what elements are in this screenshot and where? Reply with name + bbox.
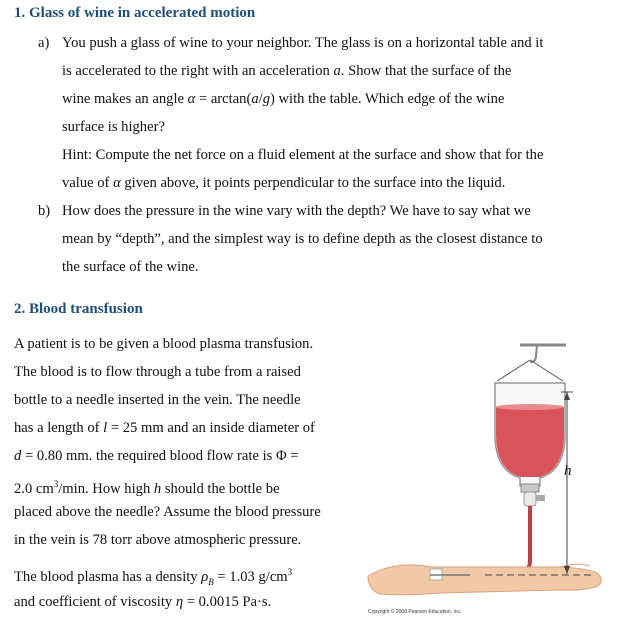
part-a-line-2: is accelerated to the right with an acceleration a. Show that the surface of the <box>62 63 512 79</box>
p2-line-9: The blood plasma has a density $\rho_B = 1.03$ $g/cm^3$ <box>14 567 293 587</box>
blood-in-bottle <box>496 407 564 477</box>
blood-surface <box>496 404 564 410</box>
p2-line-5: d = 0.80 mm. the required blood flow rate is Φ = <box>14 448 299 464</box>
p2-line-3: bottle to a needle inserted in the vein. The needle <box>14 392 301 408</box>
hanger-hook <box>530 345 537 362</box>
copyright-text: Copyright © 2008 Pearson Education, Inc. <box>368 609 462 615</box>
p2-line-10: and coefficient of viscosity η = 0.0015 Pa·s. <box>14 594 272 610</box>
part-b-line-1: How does the pressure in the wine vary with the depth? We have to say what we <box>62 203 531 219</box>
problem-2-title: 2. Blood transfusion <box>14 301 143 317</box>
transfusion-figure <box>355 338 632 629</box>
p2-line-4: has a length of l = 25 mm and an inside diameter of <box>14 420 315 436</box>
part-b-marker: b) <box>38 203 51 219</box>
tube <box>470 506 530 575</box>
string-right <box>530 360 563 381</box>
part-a-line-3: wine makes an angle α = arctan(a/g) with the table. Which edge of the wine <box>62 91 505 107</box>
part-a-line-4: surface is higher? <box>62 119 165 135</box>
p2-line-6: 2.0 $cm^3/\min$. How high h should the bottle be <box>14 479 280 497</box>
clamp <box>536 495 545 501</box>
height-label: h <box>564 463 572 479</box>
part-b-line-3: the surface of the wine. <box>62 259 199 275</box>
p2-line-1: A patient is to be given a blood plasma transfusion. <box>14 336 314 352</box>
hint-line-2: value of α given above, it points perpendicular to the surface into the liquid. <box>62 175 506 191</box>
string-left <box>497 360 530 381</box>
p2-line-7: placed above the needle? Assume the blood pressure <box>14 504 321 520</box>
part-b-line-2: mean by “depth”, and the simplest way is to define depth as the closest distance to <box>62 231 543 247</box>
part-a-line-1: You push a glass of wine to your neighbor. The glass is on a horizontal table and it <box>62 35 544 51</box>
part-a-marker: a) <box>38 35 50 51</box>
problem-1-title: 1. Glass of wine in accelerated motion <box>14 5 256 21</box>
hint-line-1: Hint: Compute the net force on a fluid element at the surface and show that for the <box>62 147 544 163</box>
bottle-stopper <box>521 484 539 492</box>
p2-line-8: in the vein is 78 torr above atmospheric pressure. <box>14 532 302 548</box>
drip-chamber <box>524 492 536 506</box>
p2-line-2: The blood is to flow through a tube from a raised <box>14 364 301 380</box>
